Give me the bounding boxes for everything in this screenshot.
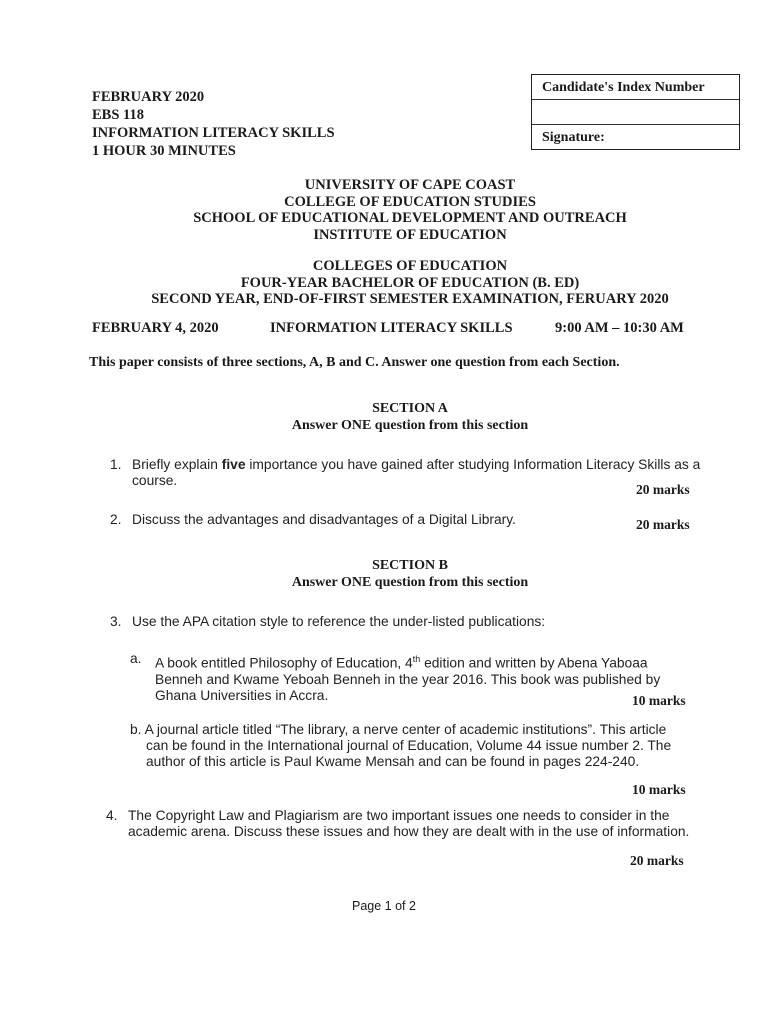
- question-4: [106, 808, 746, 840]
- exam-header: [92, 88, 335, 160]
- q3a-line-3: Ghana Universities in Accra.: [155, 687, 329, 703]
- question-number: 3.: [110, 614, 122, 629]
- section-b-title: SECTION B: [372, 558, 448, 573]
- q3b-line-3: author of this article is Paul Kwame Mensah and can be found in pages 224-240.: [146, 754, 640, 769]
- question-3: [110, 614, 710, 630]
- institute-name: INSTITUTE OF EDUCATION: [313, 226, 507, 243]
- index-number-label: Candidate's Index Number: [532, 75, 739, 100]
- section-a-heading: [60, 400, 760, 434]
- q1-text-start: Briefly explain: [132, 457, 222, 472]
- q4-line-1: The Copyright Law and Plagiarism are two important issues one needs to consider in the: [128, 808, 670, 823]
- q3a-line-1-end: edition and written by Abena Yaboaa: [420, 655, 648, 671]
- exam-course: INFORMATION LITERACY SKILLS: [270, 320, 513, 336]
- exam-time: 9:00 AM – 10:30 AM: [555, 320, 684, 336]
- exam-day: FEBRUARY 4, 2020: [92, 320, 219, 336]
- course-code: EBS 118: [92, 107, 144, 123]
- q2-marks: 20 marks: [636, 517, 690, 532]
- programme-line-1: COLLEGES OF EDUCATION: [312, 258, 508, 274]
- programme-block: [60, 258, 760, 308]
- section-b-instruction: Answer ONE question from this section: [291, 575, 529, 590]
- programme-line-3: SECOND YEAR, END-OF-FIRST SEMESTER EXAMINATION, FERUARY 2020: [151, 291, 669, 307]
- college-name: COLLEGE OF EDUCATION STUDIES: [284, 193, 536, 210]
- q3a-marks: 10 marks: [632, 693, 686, 708]
- question-number: 2.: [110, 512, 122, 527]
- q3-text: Use the APA citation style to reference the under-listed publications:: [132, 614, 546, 629]
- candidate-box: [531, 74, 740, 150]
- programme-line-2: FOUR-YEAR BACHELOR OF EDUCATION (B. ED): [240, 274, 580, 291]
- q2-text: Discuss the advantages and disadvantages of a Digital Library.: [132, 512, 516, 527]
- question-number: 1.: [110, 457, 122, 472]
- q1-marks: 20 marks: [636, 482, 690, 497]
- q3b-line-1: b. A journal article titled “The library, a nerve center of academic institutions”. This article: [130, 722, 667, 737]
- sub-question-label: a.: [130, 651, 142, 666]
- institution-block: [60, 177, 760, 243]
- section-a-instruction: Answer ONE question from this section: [291, 418, 529, 433]
- q3a-line-1: A book entitled Philosophy of Education, 4: [155, 655, 413, 671]
- q3b-line-2: can be found in the International journal of Education, Volume 44 issue number 2. The: [146, 738, 672, 753]
- exam-duration: 1 HOUR 30 MINUTES: [92, 143, 236, 159]
- q4-marks: 20 marks: [630, 853, 684, 868]
- page-number: Page 1 of 2: [352, 899, 416, 913]
- section-b-heading: [60, 557, 760, 591]
- university-name: UNIVERSITY OF CAPE COAST: [304, 177, 516, 193]
- question-3b: [130, 722, 720, 770]
- ordinal-suffix: th: [412, 654, 421, 664]
- q1-text-end: importance you have gained after studying Information Literacy Skills as a: [245, 457, 701, 472]
- paper-instructions: This paper consists of three sections, A, B and C. Answer one question from each Section.: [89, 355, 620, 370]
- q4-line-2: academic arena. Discuss these issues and how they are dealt with in the use of information.: [128, 824, 690, 839]
- question-3a: [130, 651, 710, 704]
- signature-label: Signature:: [542, 130, 605, 145]
- section-a-title: SECTION A: [372, 401, 448, 416]
- question-number: 4.: [106, 808, 118, 823]
- exam-date: FEBRUARY 2020: [92, 89, 205, 105]
- question-1: [110, 457, 725, 489]
- question-2: [110, 512, 630, 528]
- q3b-marks: 10 marks: [632, 782, 686, 797]
- course-title: INFORMATION LITERACY SKILLS: [92, 125, 335, 141]
- q1-emphasis: five: [221, 457, 246, 472]
- q1-text-line-2: course.: [132, 473, 178, 488]
- q3a-line-2: Benneh and Kwame Yeboah Benneh in the year 2016. This book was published by: [155, 671, 661, 687]
- index-number-field[interactable]: [532, 100, 739, 125]
- school-name: SCHOOL OF EDUCATIONAL DEVELOPMENT AND OUTREACH: [193, 210, 627, 226]
